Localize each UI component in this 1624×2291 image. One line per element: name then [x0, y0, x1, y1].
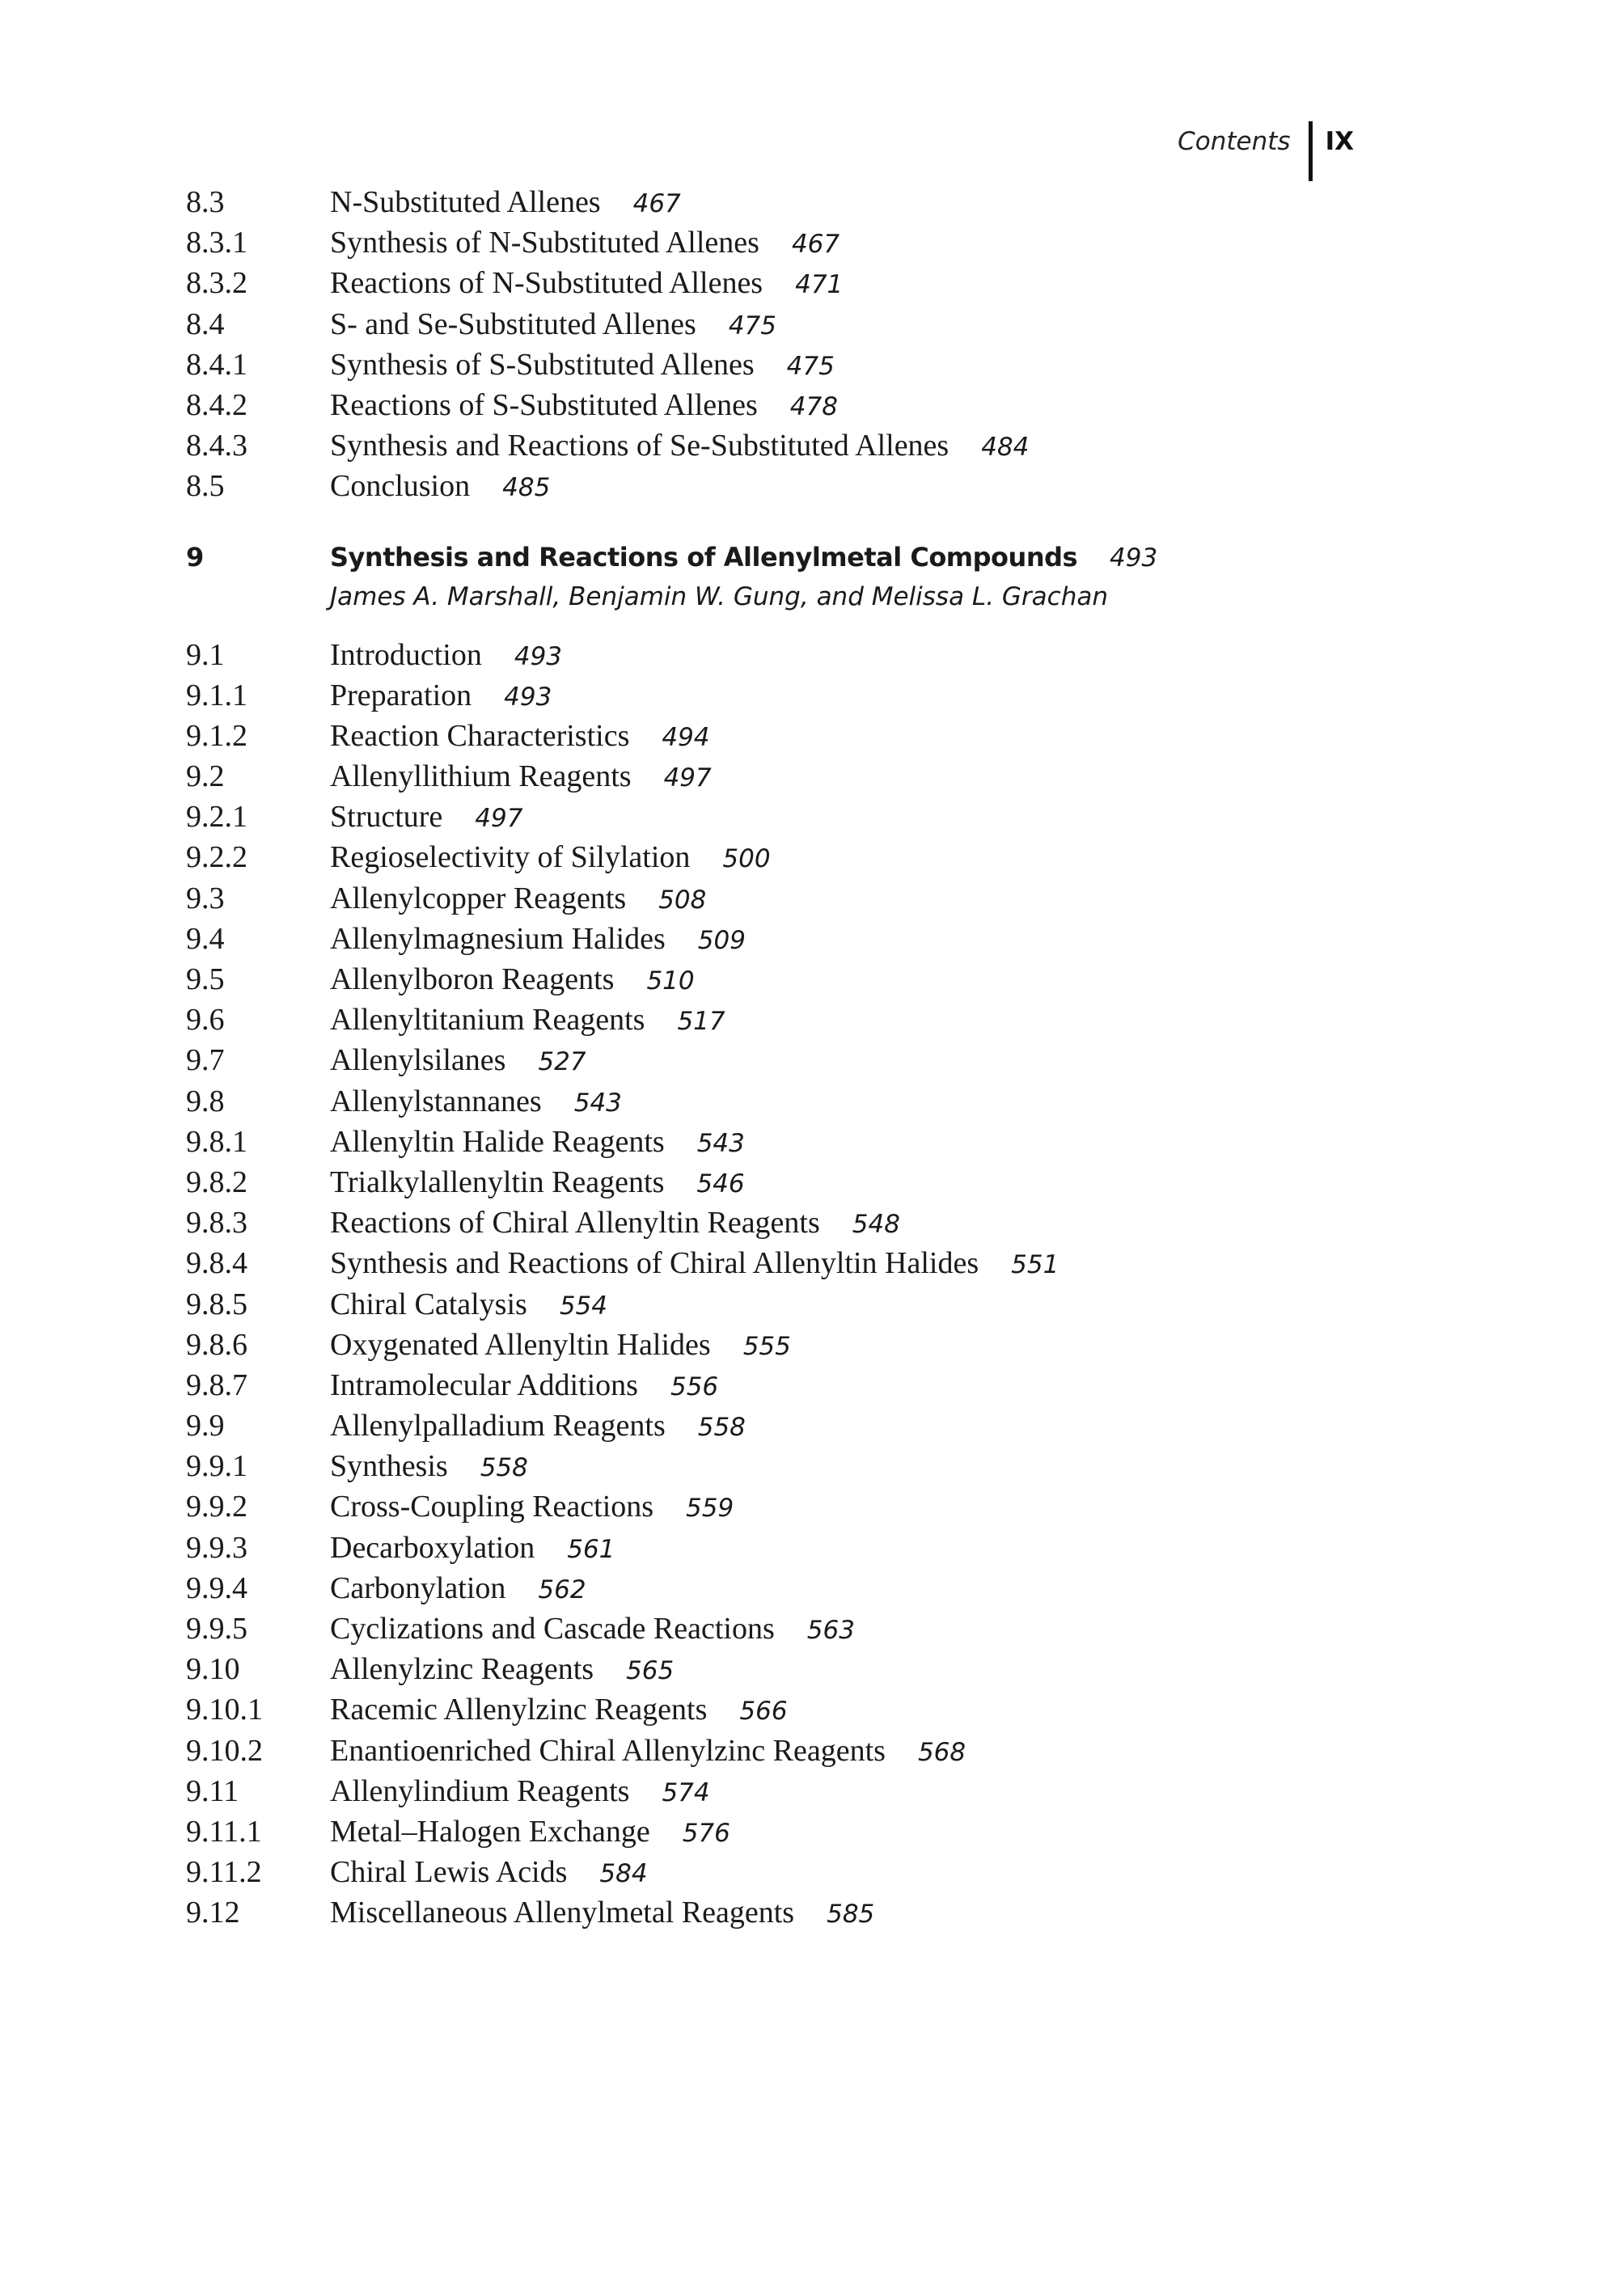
- entry-number: 9.9.3: [186, 1530, 247, 1565]
- entry-page: 584: [599, 1859, 648, 1889]
- entry-number: 9.3: [186, 881, 225, 915]
- entry-number: 9.2.2: [186, 840, 247, 875]
- entry-number: 9.6: [186, 1003, 225, 1038]
- entry-page: 497: [663, 763, 712, 793]
- toc-entry[interactable]: [186, 1287, 1399, 1327]
- toc-entry[interactable]: [186, 1205, 1399, 1245]
- entry-title: Enantioenriched Chiral Allenylzinc Reagents: [330, 1733, 886, 1768]
- entry-page: 558: [480, 1453, 528, 1483]
- toc-entry[interactable]: [186, 1448, 1399, 1489]
- entry-title: Allenylcopper Reagents: [330, 881, 627, 915]
- entry-page: 574: [662, 1777, 710, 1807]
- entry-page: 475: [786, 351, 835, 381]
- toc-entry[interactable]: [186, 184, 1399, 225]
- toc-entry[interactable]: [186, 347, 1399, 387]
- entry-number: 9.9.1: [186, 1449, 247, 1484]
- entry-number: 9.7: [186, 1043, 225, 1078]
- entry-page: 566: [739, 1697, 788, 1727]
- entry-number: 9.8.6: [186, 1327, 247, 1362]
- entry-page: 508: [658, 885, 707, 915]
- entry-page: 527: [538, 1047, 586, 1077]
- toc-entry[interactable]: [186, 1042, 1399, 1083]
- toc-entry[interactable]: [186, 1084, 1399, 1124]
- toc-entry[interactable]: [186, 468, 1399, 509]
- entry-number: 9.12: [186, 1896, 240, 1930]
- toc-entry[interactable]: [186, 1124, 1399, 1165]
- entry-title: Reactions of Chiral Allenyltin Reagents: [330, 1206, 820, 1241]
- toc-entry[interactable]: [186, 1570, 1399, 1611]
- entry-title: Allenylstannanes: [330, 1084, 542, 1118]
- entry-page: 484: [981, 433, 1030, 463]
- entry-page: 494: [662, 722, 710, 752]
- entry-number: 9.8.7: [186, 1367, 247, 1402]
- entry-title: Synthesis and Reactions of Se-Substituted Allenes: [330, 429, 949, 463]
- running-header: [1178, 121, 1354, 181]
- entry-page: 471: [795, 270, 844, 300]
- entry-page: 467: [791, 230, 840, 260]
- entry-page: 546: [696, 1169, 745, 1198]
- chapter-8-section-list: [186, 184, 1399, 509]
- entry-title: Carbonylation: [330, 1570, 506, 1605]
- entry-page: 493: [504, 682, 552, 712]
- entry-number: 8.4: [186, 306, 225, 341]
- entry-number: 9.10: [186, 1652, 240, 1687]
- entry-title: Oxygenated Allenyltin Halides: [330, 1327, 711, 1362]
- toc-entry[interactable]: [186, 1327, 1399, 1367]
- toc-entry[interactable]: [186, 1814, 1399, 1854]
- entry-number: 9.1.2: [186, 718, 247, 753]
- entry-page: 510: [646, 966, 695, 995]
- entry-title: Chiral Catalysis: [330, 1287, 527, 1321]
- chapter-9-section-list: [186, 637, 1399, 1936]
- toc-entry[interactable]: [186, 1895, 1399, 1935]
- toc-entry[interactable]: [186, 265, 1399, 306]
- entry-page: 543: [696, 1128, 745, 1158]
- entry-number: 9.8.1: [186, 1124, 247, 1159]
- entry-page: 554: [559, 1291, 607, 1321]
- entry-page: 497: [475, 804, 523, 834]
- toc-entry[interactable]: [186, 718, 1399, 759]
- toc-entry[interactable]: [186, 306, 1399, 347]
- toc-entry[interactable]: [186, 387, 1399, 428]
- chapter-authors: James A. Marshall, Benjamin W. Gung, and Melissa L. Grachan: [330, 581, 1109, 611]
- entry-title: N-Substituted Allenes: [330, 185, 601, 219]
- entry-page: 485: [502, 473, 551, 503]
- table-of-contents: [186, 184, 1399, 1936]
- toc-entry[interactable]: [186, 1611, 1399, 1651]
- entry-title: Allenyllithium Reagents: [330, 759, 632, 794]
- entry-page: 500: [722, 844, 771, 874]
- entry-title: Allenyltitanium Reagents: [330, 1003, 645, 1038]
- toc-entry[interactable]: [186, 1854, 1399, 1895]
- entry-title: Decarboxylation: [330, 1530, 535, 1565]
- toc-entry[interactable]: [186, 637, 1399, 678]
- entry-page: 561: [567, 1534, 615, 1564]
- entry-title: Racemic Allenylzinc Reagents: [330, 1693, 708, 1727]
- toc-entry[interactable]: [186, 962, 1399, 1002]
- entry-title: Allenylpalladium Reagents: [330, 1409, 666, 1443]
- entry-page: 565: [626, 1656, 675, 1686]
- entry-page: 543: [573, 1088, 622, 1118]
- entry-title: Allenylboron Reagents: [330, 962, 615, 996]
- entry-title: Allenylindium Reagents: [330, 1773, 630, 1808]
- entry-number: 9.11.2: [186, 1855, 262, 1890]
- entry-title: Intramolecular Additions: [330, 1367, 638, 1402]
- toc-entry[interactable]: [186, 1692, 1399, 1732]
- entry-page: 559: [686, 1494, 734, 1524]
- entry-number: 9.8: [186, 1084, 225, 1118]
- toc-entry[interactable]: [186, 1165, 1399, 1205]
- entry-title: Synthesis: [330, 1449, 448, 1484]
- toc-entry[interactable]: [186, 1651, 1399, 1692]
- chapter-authors-row: [186, 582, 1399, 623]
- toc-entry[interactable]: [186, 1733, 1399, 1773]
- toc-entry[interactable]: [186, 881, 1399, 921]
- entry-number: 9.10.1: [186, 1693, 263, 1727]
- entry-page: 556: [670, 1372, 719, 1401]
- entry-title: Synthesis of S-Substituted Allenes: [330, 347, 755, 382]
- entry-title: Cyclizations and Cascade Reactions: [330, 1612, 775, 1646]
- chapter-title: Synthesis and Reactions of Allenylmetal Compounds: [330, 541, 1078, 573]
- toc-entry[interactable]: [186, 759, 1399, 799]
- entry-number: 9.8.2: [186, 1165, 247, 1199]
- entry-title: Reactions of N-Substituted Allenes: [330, 266, 763, 301]
- entry-title: Synthesis of N-Substituted Allenes: [330, 226, 759, 260]
- entry-number: 9.8.5: [186, 1287, 247, 1321]
- entry-title: Introduction: [330, 637, 482, 672]
- entry-page: 467: [632, 189, 681, 218]
- entry-page: 509: [697, 925, 746, 955]
- running-header-section: Contents: [1178, 127, 1291, 156]
- entry-title: Allenylsilanes: [330, 1043, 506, 1078]
- entry-number: 9.9.5: [186, 1612, 247, 1646]
- toc-entry[interactable]: [186, 921, 1399, 962]
- entry-number: 9.9.2: [186, 1490, 247, 1524]
- toc-entry[interactable]: [186, 1002, 1399, 1042]
- entry-title: Synthesis and Reactions of Chiral Allenyltin Halides: [330, 1246, 979, 1281]
- running-header-rule: [1309, 121, 1313, 181]
- entry-title: Preparation: [330, 678, 472, 712]
- entry-title: Allenyltin Halide Reagents: [330, 1124, 665, 1159]
- entry-number: 8.3: [186, 185, 225, 219]
- entry-page: 562: [538, 1575, 586, 1604]
- toc-entry[interactable]: [186, 1530, 1399, 1570]
- entry-number: 9.2.1: [186, 800, 247, 835]
- chapter-entry[interactable]: [186, 542, 1399, 582]
- toc-entry[interactable]: [186, 1773, 1399, 1814]
- entry-number: 9.5: [186, 962, 225, 996]
- entry-page: 585: [827, 1900, 875, 1930]
- chapter-number: 9: [186, 541, 205, 573]
- entry-title: S- and Se-Substituted Allenes: [330, 306, 696, 341]
- entry-page: 517: [677, 1007, 725, 1037]
- entry-number: 9.1.1: [186, 678, 247, 712]
- entry-number: 9.1: [186, 637, 225, 672]
- entry-number: 9.9: [186, 1409, 225, 1443]
- entry-number: 9.2: [186, 759, 225, 794]
- chapter-9-heading: [186, 542, 1399, 623]
- entry-title: Trialkylallenyltin Reagents: [330, 1165, 665, 1199]
- entry-page: 563: [806, 1616, 855, 1645]
- entry-title: Reactions of S-Substituted Allenes: [330, 387, 758, 422]
- entry-page: 568: [917, 1737, 966, 1767]
- entry-page: 548: [852, 1210, 900, 1240]
- toc-entry[interactable]: [186, 1408, 1399, 1448]
- entry-number: 8.4.1: [186, 347, 247, 382]
- entry-title: Miscellaneous Allenylmetal Reagents: [330, 1896, 795, 1930]
- toc-entry[interactable]: [186, 1367, 1399, 1408]
- entry-title: Reaction Characteristics: [330, 718, 630, 753]
- entry-number: 8.4.3: [186, 429, 247, 463]
- toc-entry[interactable]: [186, 428, 1399, 468]
- entry-number: 9.9.4: [186, 1570, 247, 1605]
- entry-number: 8.3.1: [186, 226, 247, 260]
- entry-number: 8.5: [186, 469, 225, 504]
- chapter-page: 493: [1110, 543, 1158, 573]
- entry-number: 9.10.2: [186, 1733, 263, 1768]
- entry-title: Structure: [330, 800, 443, 835]
- entry-number: 9.8.3: [186, 1206, 247, 1241]
- entry-number: 8.4.2: [186, 387, 247, 422]
- entry-number: 9.11: [186, 1773, 239, 1808]
- entry-title: Conclusion: [330, 469, 471, 504]
- toc-entry[interactable]: [186, 799, 1399, 839]
- entry-title: Allenylzinc Reagents: [330, 1652, 594, 1687]
- entry-page: 576: [682, 1818, 730, 1848]
- toc-entry[interactable]: [186, 839, 1399, 880]
- toc-entry[interactable]: [186, 1489, 1399, 1529]
- entry-page: 478: [789, 391, 838, 421]
- entry-number: 8.3.2: [186, 266, 247, 301]
- entry-page: 475: [728, 311, 776, 340]
- toc-entry[interactable]: [186, 1245, 1399, 1286]
- entry-page: 558: [697, 1413, 746, 1443]
- toc-entry[interactable]: [186, 678, 1399, 718]
- entry-page: 551: [1011, 1250, 1059, 1280]
- entry-number: 9.8.4: [186, 1246, 247, 1281]
- entry-title: Chiral Lewis Acids: [330, 1855, 568, 1890]
- entry-title: Metal–Halogen Exchange: [330, 1814, 650, 1849]
- page-number: IX: [1325, 127, 1354, 156]
- entry-title: Allenylmagnesium Halides: [330, 921, 666, 956]
- toc-entry[interactable]: [186, 225, 1399, 265]
- entry-page: 555: [742, 1331, 791, 1361]
- entry-title: Cross-Coupling Reactions: [330, 1490, 654, 1524]
- entry-number: 9.4: [186, 921, 225, 956]
- entry-number: 9.11.1: [186, 1814, 262, 1849]
- entry-page: 493: [514, 641, 563, 671]
- entry-title: Regioselectivity of Silylation: [330, 840, 691, 875]
